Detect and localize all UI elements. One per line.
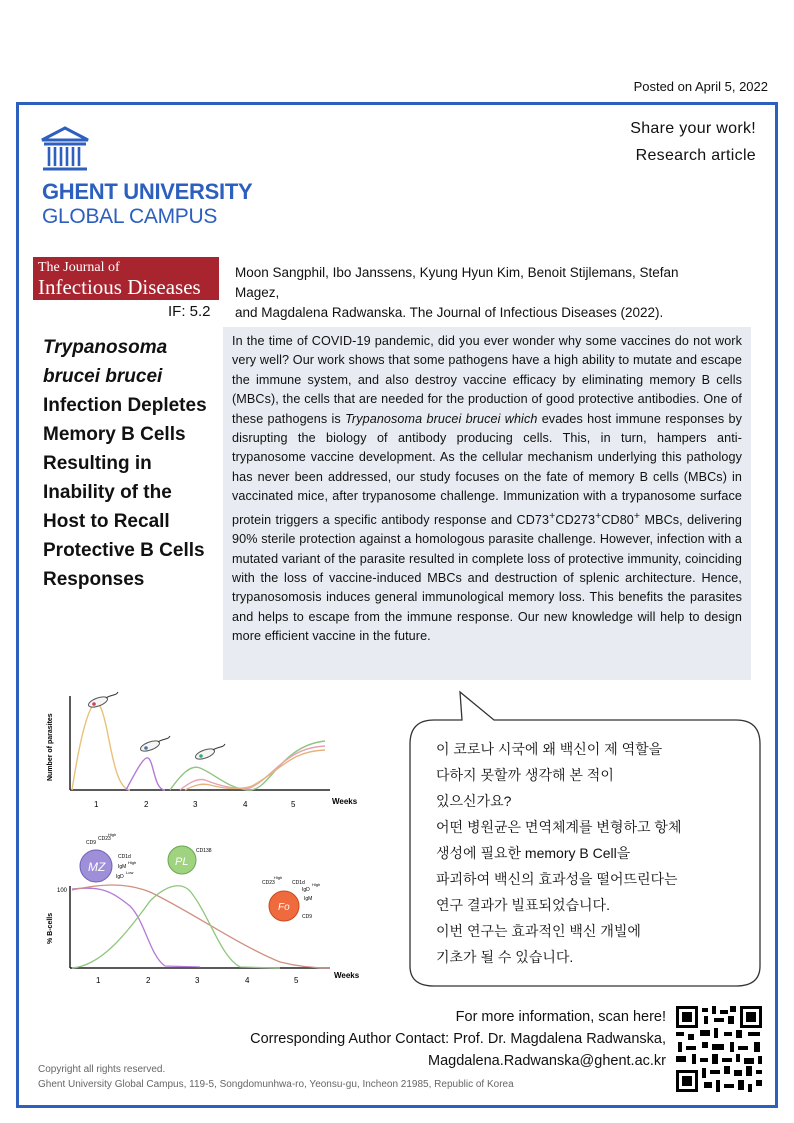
corresponding-author: Corresponding Author Contact: Prof. Dr. Magdalena Radwanska, [250, 1031, 666, 1047]
footer [38, 1062, 514, 1092]
title-line: Resulting in [43, 453, 152, 474]
tick-label: 3 [195, 976, 200, 985]
tick-label: 1 [96, 976, 101, 985]
title-line: Responses [43, 569, 145, 590]
summary-line: 다하지 못할까 생각해 본 적이 [436, 767, 614, 783]
trypanosome-icon [87, 692, 118, 709]
author-email[interactable]: Magdalena.Radwanska@ghent.ac.kr [428, 1053, 666, 1069]
summary-line: 파괴하여 백신의 효과성을 떨어뜨린다는 [436, 871, 678, 887]
korean-summary [436, 736, 726, 970]
abstract: In the time of COVID-19 pandemic, did you ever wonder why some vaccines do not work very well? Our work shows that some pathogens have a high ability to mutate and escape the immune system, and also destroy vaccine efficacy by eliminating memory B cells (MBCs), the cells that are needed for the production of good protective antibodies. One of these pathogens is Trypanosoma brucei brucei which evades host immune responses by disrupting the biology of antibody producing cells. This, in turn, hampers anti-trypanosome vaccine development. As the cellular mechanism underlying this pathology has never been addressed, our study focuses on the fate of memory B cells (MBCs) in vaccinated mice, after trypanosome challenge. Immunization with a trypanosome surface protein triggers a specific antibody response and CD73+CD273+CD80+ MBCs, delivering 90% sterile protection against a homologous parasite challenge. However, infection with a mutated variant of the parasite resulted in complete loss of protective immunity, coinciding with the loss of vaccine-induced MBCs and destruction of splenic architecture. Hence, trypanosomosis induces general immunological memory loss. This benefits the parasites and helps to escape from the immune response. Our new knowledge will help to design more efficient vaccine in the future. [223, 327, 751, 680]
tick-label: 4 [243, 800, 248, 809]
summary-line: 기초가 될 수 있습니다. [436, 949, 574, 965]
address: Ghent University Global Campus, 119-5, Songdomunhwa-ro, Yeonsu-gu, Incheon 21985, Republic of Korea [38, 1079, 514, 1090]
pl-marker: CD138 [196, 848, 212, 854]
title-species-2: brucei brucei [43, 366, 163, 387]
title-species-1: Trypanosoma [43, 337, 168, 358]
title-line: Inability of the [43, 482, 172, 503]
bcell-y100: 100 [57, 888, 68, 894]
summary-line: 이 코로나 시국에 왜 백신이 제 역할을 [436, 741, 663, 757]
university-building-icon [40, 126, 90, 176]
authors [235, 263, 715, 323]
fo-marker: CD9 [302, 914, 313, 920]
mz-marker: CD1d [118, 854, 131, 860]
parasite-ylabel: Number of parasites [47, 713, 54, 781]
scan-prompt: For more information, scan here! [455, 1009, 666, 1025]
journal-logo [33, 257, 219, 300]
mz-marker: IgD [116, 874, 124, 880]
journal-logo-line1: The Journal of [38, 260, 120, 275]
bcell-chart [47, 832, 360, 985]
copyright: Copyright all rights reserved. [38, 1064, 166, 1075]
article-type: Research article [635, 147, 756, 164]
journal-logo-line2: Infectious Diseases [38, 275, 201, 299]
tick-label: 2 [146, 976, 151, 985]
mz-marker: CD9 [86, 840, 97, 846]
impact-factor: IF: 5.2 [168, 303, 211, 320]
summary-line: 이번 연구는 효과적인 백신 개빌에 [436, 923, 641, 939]
fo-marker: IgM [304, 896, 313, 902]
article-title [43, 333, 223, 594]
tick-label: 5 [291, 800, 296, 809]
posted-date: Posted on April 5, 2022 [633, 79, 768, 94]
university-campus: GLOBAL CAMPUS [42, 205, 218, 228]
authors-line2: and Magdalena Radwanska. The Journal of Infectious Diseases (2022). [235, 305, 664, 320]
mz-marker: Low [126, 870, 134, 875]
authors-line1: Moon Sangphil, Ibo Janssens, Kyung Hyun Kim, Benoit Stijlemans, Stefan Magez, [235, 265, 679, 300]
summary-line: 생성에 필요한 memory B Cell을 [436, 845, 631, 861]
title-line: Protective B Cells [43, 540, 205, 561]
qr-code-icon[interactable] [674, 1004, 764, 1094]
mz-marker: CD23 [98, 836, 111, 842]
university-name: GHENT UNIVERSITY [42, 179, 253, 204]
fo-marker: High [312, 882, 321, 887]
tick-label: 1 [94, 800, 99, 809]
summary-line: 어떤 병원균은 면역체계를 변형하고 항체 [436, 819, 682, 835]
fo-marker: CD1d [292, 880, 305, 886]
summary-line: 연구 결과가 빌표되었습니다. [436, 897, 610, 913]
bcell-xlabel: Weeks [334, 971, 360, 980]
title-line: Memory B Cells [43, 424, 186, 445]
title-line: Host to Recall [43, 511, 170, 532]
fo-marker: IgD [302, 887, 310, 893]
mz-marker: High [108, 832, 117, 837]
parasite-xlabel: Weeks [332, 797, 358, 806]
tick-label: 3 [193, 800, 198, 809]
infection-figure [40, 686, 370, 996]
fo-marker: CD23 [262, 880, 275, 886]
mz-marker: High [128, 860, 137, 865]
summary-line: 있으신가요? [436, 793, 512, 809]
tick-label: 5 [294, 976, 299, 985]
trypanosome-icon [194, 744, 225, 761]
pl-cell-label: PL [175, 856, 189, 868]
fo-cell-label: Fo [278, 902, 290, 913]
bcell-ylabel: % B-cells [47, 912, 54, 944]
tick-label: 2 [144, 800, 149, 809]
fo-marker: High [274, 875, 283, 880]
header-right [630, 115, 756, 169]
mz-marker: IgM [118, 864, 127, 870]
mz-cell-label: MZ [88, 860, 106, 874]
share-label: Share your work! [630, 120, 756, 137]
trypanosome-icon [139, 736, 170, 753]
tick-label: 4 [245, 976, 250, 985]
title-line: Infection Depletes [43, 395, 207, 416]
parasite-chart [47, 692, 358, 809]
